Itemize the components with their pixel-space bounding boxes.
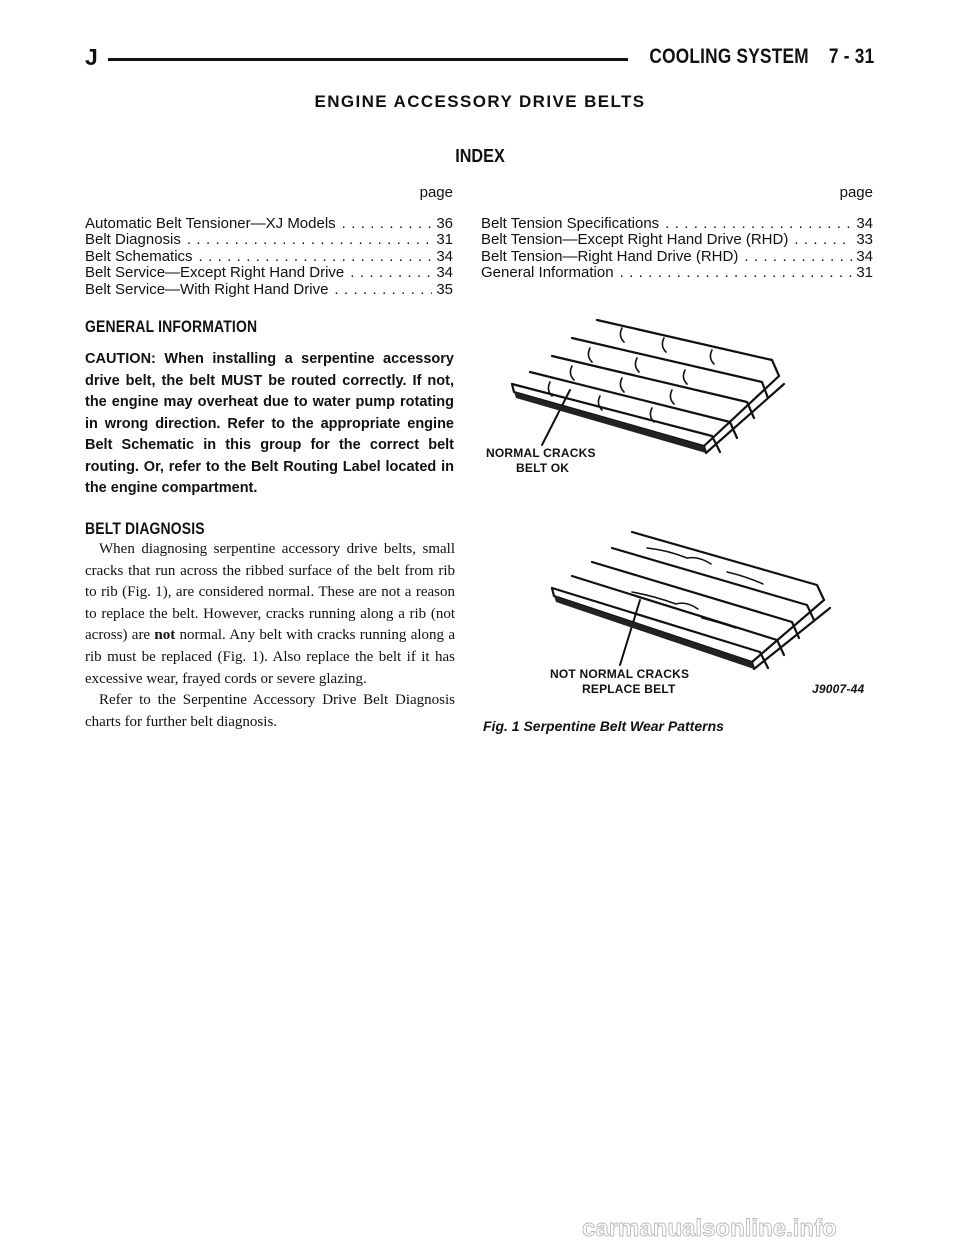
header-section-letter: J	[85, 44, 98, 70]
figure-id: J9007-44	[812, 682, 865, 696]
index-entry-label: Belt Service—Except Right Hand Drive	[85, 264, 345, 281]
belt-wear-figure	[472, 300, 892, 696]
belt-replace-drawing	[552, 532, 830, 669]
index-page-label: page	[839, 184, 873, 201]
index-entry-page: 34	[436, 264, 453, 281]
label-normal-cracks: NORMAL CRACKS	[486, 446, 596, 460]
index-entry-label: Belt Diagnosis	[85, 231, 181, 248]
figure-caption: Fig. 1 Serpentine Belt Wear Patterns	[483, 718, 724, 734]
index-entry-page: 31	[856, 264, 873, 281]
header-chapter-title: COOLING SYSTEM	[648, 45, 809, 68]
index-entry-page: 31	[436, 231, 453, 248]
index-entry-label: Belt Service—With Right Hand Drive	[85, 280, 329, 298]
index-dot-leader	[744, 249, 852, 266]
index-entry-page: 33	[856, 231, 873, 248]
caution-text: CAUTION: When installing a serpentine accessory drive belt, the belt MUST be routed correctly. If not, the engine may overheat due to water pump rotating in wrong direction. Refer to the appropriate engine Belt Schematic in this group for the correct belt routing. Or, refer to the Belt Routing Label located in the engine compartment.	[85, 351, 454, 496]
belt-diagnosis-body	[85, 539, 455, 733]
index-entry[interactable]	[481, 232, 873, 249]
index-entry[interactable]	[85, 282, 453, 299]
index-entry-page: 34	[856, 214, 873, 232]
index-column-left	[85, 185, 453, 298]
index-entry-label: Belt Tension—Right Hand Drive (RHD)	[481, 247, 739, 265]
index-entry-page: 34	[856, 247, 873, 265]
index-dot-leader	[199, 249, 433, 266]
index-heading: INDEX	[455, 146, 505, 166]
index-entry[interactable]	[481, 249, 873, 266]
index-entry[interactable]	[85, 232, 453, 249]
index-entry[interactable]	[85, 216, 453, 233]
index-dot-leader	[794, 232, 852, 249]
index-column-right	[481, 185, 873, 282]
index-entry[interactable]	[481, 216, 873, 233]
index-dot-leader	[620, 265, 853, 282]
header-chapter	[649, 45, 874, 69]
index-entry[interactable]	[85, 265, 453, 282]
index-entry-label: Automatic Belt Tensioner—XJ Models	[85, 214, 336, 232]
page-title: ENGINE ACCESSORY DRIVE BELTS	[314, 92, 646, 111]
belt-wear-illustration	[472, 300, 892, 680]
watermark-text: carmanualsonline.info	[582, 1216, 837, 1242]
index-entry-label: Belt Tension Specifications	[481, 214, 660, 232]
paragraph-text: normal. Any belt with cracks running along a rib must be replaced (Fig. 1). Also replace the belt if it has excessive wear, frayed cords or severe glazing.	[85, 627, 456, 687]
label-belt-ok: BELT OK	[516, 461, 570, 475]
index-dot-leader	[350, 265, 432, 282]
index-dot-leader	[665, 216, 852, 233]
index-dot-leader	[342, 216, 433, 233]
index-page-label: page	[419, 184, 453, 201]
index-entry-label: Belt Tension—Except Right Hand Drive (RHD)	[481, 231, 789, 248]
label-not-normal-cracks: NOT NORMAL CRACKS	[550, 667, 690, 681]
index-entry[interactable]	[481, 265, 873, 282]
belt-diagnosis-paragraph: Refer to the Serpentine Accessory Drive Belt Diagnosis charts for further belt diagnosis.	[85, 692, 455, 730]
index-entry-page: 35	[436, 280, 453, 298]
emphasis-not: not	[154, 627, 176, 644]
index-entry[interactable]	[85, 249, 453, 266]
general-information-heading: GENERAL INFORMATION	[85, 317, 258, 336]
index-entry-label: General Information	[481, 264, 614, 281]
header-rule	[108, 58, 628, 61]
header-page-number: 7 - 31	[828, 45, 874, 68]
index-dot-leader	[187, 232, 432, 249]
index-entry-label: Belt Schematics	[85, 247, 193, 265]
watermark-logo	[578, 1216, 958, 1242]
label-replace-belt: REPLACE BELT	[582, 682, 676, 696]
index-entry-page: 36	[436, 214, 453, 232]
belt-diagnosis-paragraph	[85, 539, 455, 690]
index-dot-leader	[334, 282, 432, 299]
paragraph-text: When diagnosing serpentine accessory drive belts, small cracks that run across the ribbed surface of the belt from rib to rib (Fig. 1), are considered normal. These are not a reason to replace the belt. However, cracks running along a rib (not across) are	[85, 541, 455, 644]
index-entry-page: 34	[436, 247, 453, 265]
belt-diagnosis-heading: BELT DIAGNOSIS	[85, 519, 205, 538]
